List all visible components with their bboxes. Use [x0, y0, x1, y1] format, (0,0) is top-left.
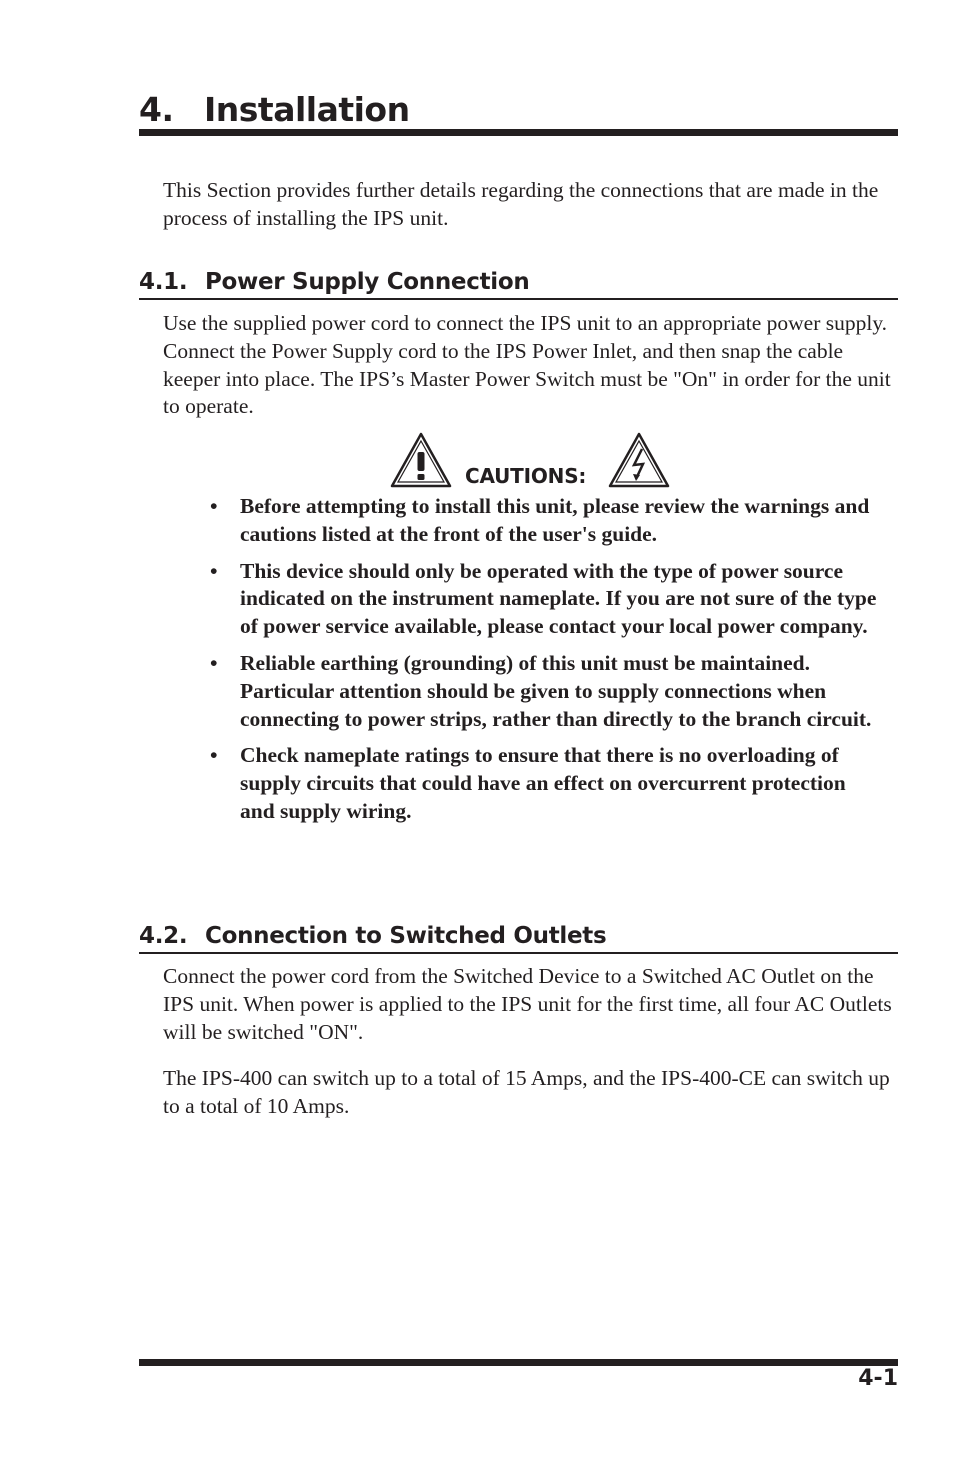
section-title: Power Supply Connection	[205, 269, 530, 295]
amperage-paragraph: The IPS-400 can switch up to a total of 15 Amps, and the IPS-400-CE can switch up to a total of 10 Amps.	[163, 1066, 890, 1118]
section-number: 4.2.	[139, 923, 188, 949]
caution-item	[210, 742, 880, 825]
page-number: 4-1	[858, 1366, 898, 1391]
caution-item	[210, 493, 880, 549]
chapter-number: 4.	[139, 90, 174, 129]
section-title: Connection to Switched Outlets	[205, 923, 607, 949]
power-supply-paragraph: Use the supplied power cord to connect the IPS unit to an appropriate power supply. Connect the Power Supply cord to the IPS Power Inlet, and then snap the cable keeper into place. The IPS’s Master Power Switch must be "On" in order for the unit to operate.	[163, 311, 891, 419]
chapter-title: Installation	[204, 90, 410, 129]
bullet-marker: •	[210, 558, 218, 583]
caution-text: Before attempting to install this unit, please review the warnings and cautions listed at the front of the user's guide.	[240, 494, 870, 546]
cautions-list	[210, 493, 880, 835]
section-heading-4-1	[139, 268, 898, 300]
caution-item	[210, 558, 880, 641]
switched-outlets-paragraph: Connect the power cord from the Switched Device to a Switched AC Outlet on the IPS unit. When power is applied to the IPS unit for the first time, all four AC Outlets will be switched "ON".	[163, 964, 892, 1044]
warning-triangle-icon	[390, 432, 452, 488]
cautions-label: CAUTIONS:	[465, 464, 587, 488]
footer-rule	[139, 1359, 898, 1366]
cautions-header	[390, 432, 680, 488]
chapter-heading	[139, 88, 898, 136]
bullet-marker: •	[210, 743, 218, 768]
section-heading-4-2	[139, 922, 898, 954]
caution-text: This device should only be operated with the type of power source indicated on the instrument nameplate. If you are not sure of the type of power service available, please contact your local power company.	[240, 558, 877, 639]
bullet-marker: •	[210, 650, 218, 675]
bullet-marker: •	[210, 494, 218, 518]
section-number: 4.1.	[139, 269, 188, 295]
caution-text: Check nameplate ratings to ensure that there is no overloading of supply circuits that could have an effect on overcurrent protection and supply wiring.	[240, 743, 846, 823]
electric-shock-icon	[608, 432, 670, 488]
caution-item	[210, 650, 880, 733]
caution-text: Reliable earthing (grounding) of this unit must be maintained. Particular attention should be given to supply connections when connecting to power strips, rather than directly to the branch circuit.	[240, 650, 872, 731]
intro-paragraph: This Section provides further details regarding the connections that are made in the process of installing the IPS unit.	[163, 178, 879, 230]
